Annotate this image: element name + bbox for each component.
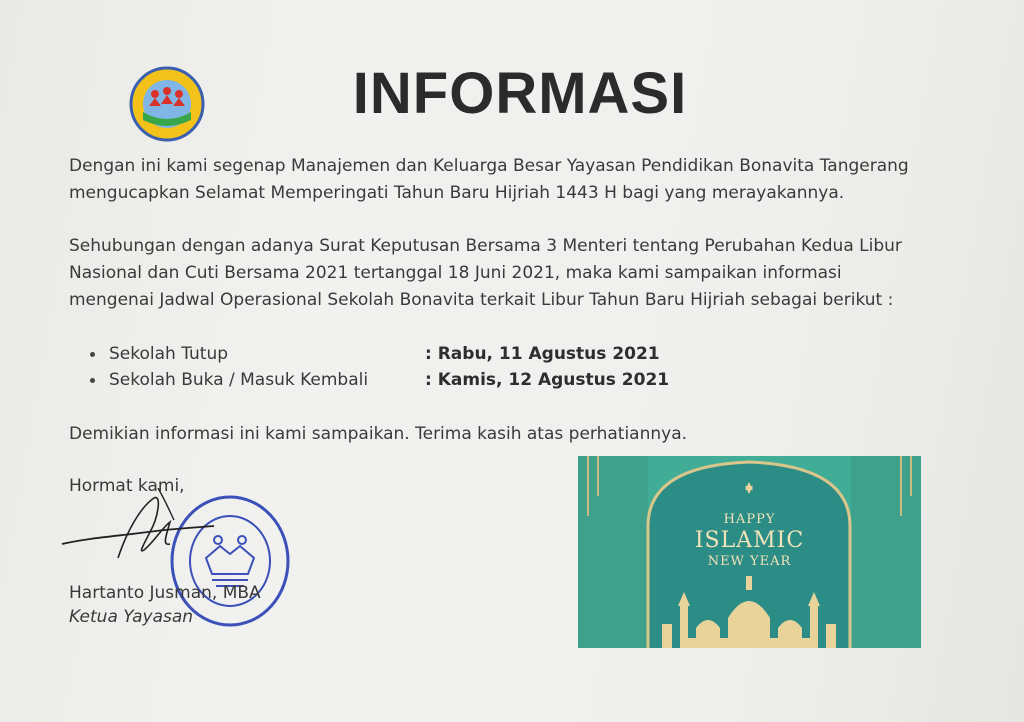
- greeting-line: Dengan ini kami segenap Manajemen dan Keluarga Besar Yayasan Pendidikan Bonavita Tangerang: [69, 156, 909, 176]
- schedule-item-closed: [90, 342, 228, 367]
- schedule-label: Sekolah Tutup: [109, 344, 229, 364]
- banner-islamic: ISLAMIC: [694, 528, 805, 553]
- bullet-icon: [90, 352, 95, 357]
- banner-happy: HAPPY: [723, 512, 776, 527]
- info-line: Sehubungan dengan adanya Surat Keputusan Bersama 3 Menteri tentang Perubahan Kedua Libur: [69, 236, 902, 256]
- schedule-item-open: [90, 368, 368, 393]
- info-line: mengenai Jadwal Operasional Sekolah Bonavita terkait Libur Tahun Baru Hijriah sebagai berikut :: [69, 290, 894, 310]
- schedule-value: : Rabu, 11 Agustus 2021: [425, 344, 660, 364]
- signature: [58, 488, 218, 568]
- schedule-value: : Kamis, 12 Agustus 2021: [425, 370, 670, 390]
- closing-paragraph: Demikian informasi ini kami sampaikan. Terima kasih atas perhatiannya.: [69, 424, 688, 444]
- bonavita-logo: [123, 66, 211, 142]
- banner-new-year: NEW YEAR: [707, 554, 792, 569]
- signer-name: Hartanto Jusman, MBA: [69, 583, 261, 603]
- schedule-label: Sekolah Buka / Masuk Kembali: [109, 370, 369, 390]
- signer-role: Ketua Yayasan: [69, 607, 194, 627]
- islamic-new-year-banner: [578, 456, 921, 648]
- closing-salutation: Hormat kami,: [69, 476, 185, 496]
- page-title: INFORMASI: [352, 61, 688, 126]
- info-line: Nasional dan Cuti Bersama 2021 tertanggal 18 Juni 2021, maka kami sampaikan informasi: [69, 263, 842, 283]
- greeting-paragraph: [69, 153, 909, 207]
- info-paragraph: [69, 233, 902, 314]
- greeting-line: mengucapkan Selamat Memperingati Tahun Baru Hijriah 1443 H bagi yang merayakannya.: [69, 183, 845, 203]
- bullet-icon: [90, 378, 95, 383]
